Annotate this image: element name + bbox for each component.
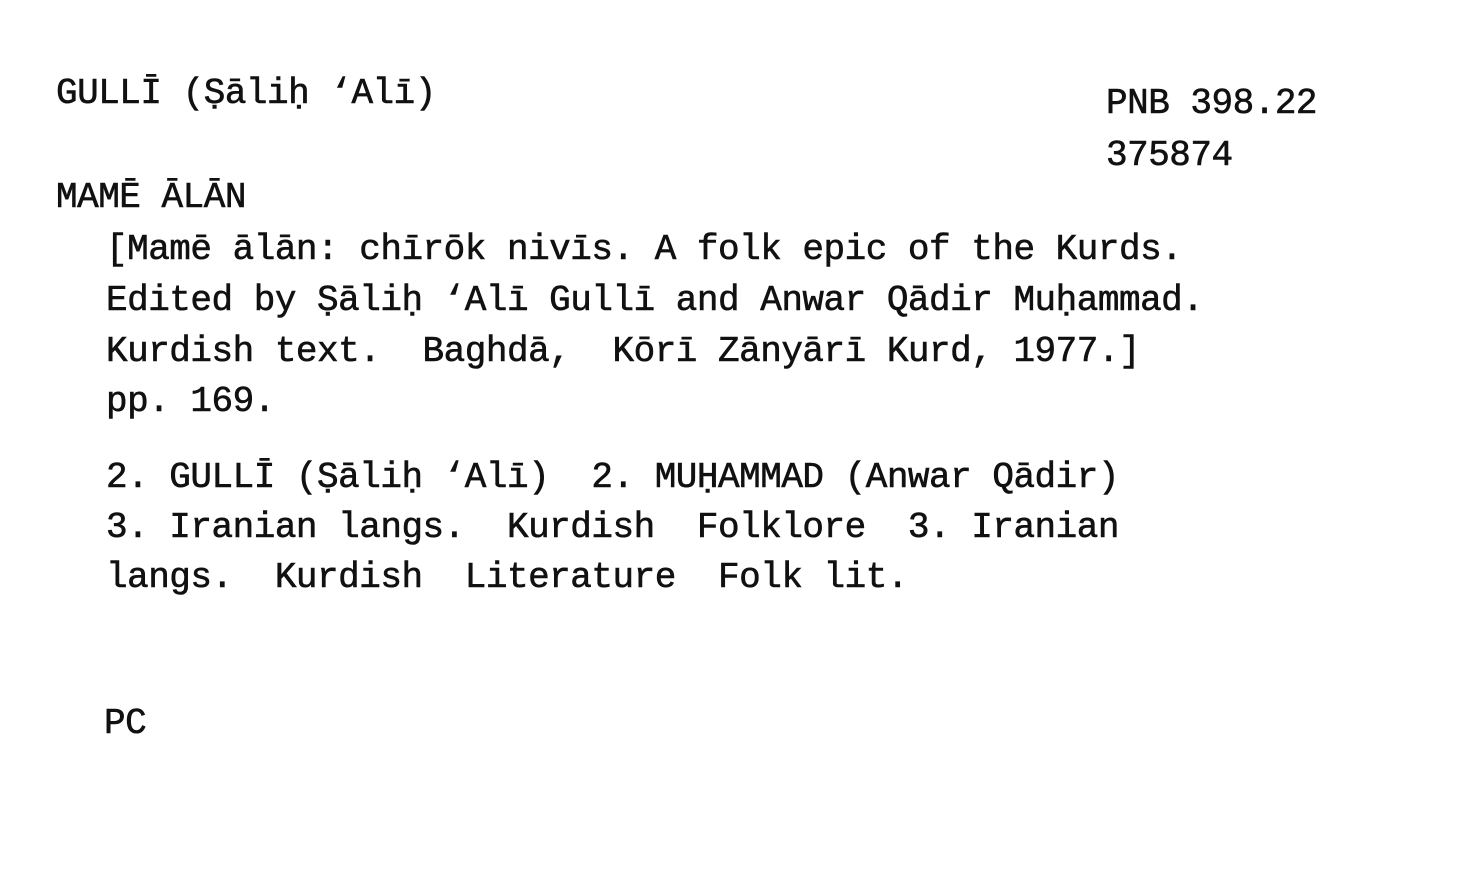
tracing-line-2: 3. Iranian langs. Kurdish Folklore 3. Iranian [106,507,1119,548]
tracing-line-3: langs. Kurdish Literature Folk lit. [106,557,908,598]
description-line-2: Edited by Ṣāliḥ ‘Alī Gullī and Anwar Qādir Muḥammad. [106,280,1204,321]
call-number-line-1: PNB 398.22 [1106,83,1318,124]
description-line-4: pp. 169. [106,381,275,422]
title-heading: MAMĒ ĀLĀN [56,177,246,218]
description-line-3: Kurdish text. Baghdā, Kōrī Zānyārī Kurd, 1977.] [106,331,1141,372]
tracing-line-1: 2. GULLĪ (Ṣāliḥ ‘Alī) 2. MUḤAMMAD (Anwar Qādir) [106,457,1119,498]
description-line-1: [Mamē ālān: chīrōk nivīs. A folk epic of the Kurds. [106,229,1183,270]
author-heading: GULLĪ (Ṣāliḥ ‘Alī) [56,73,436,114]
location-code: PC [104,703,147,744]
call-number-line-2: 375874 [1106,135,1233,176]
